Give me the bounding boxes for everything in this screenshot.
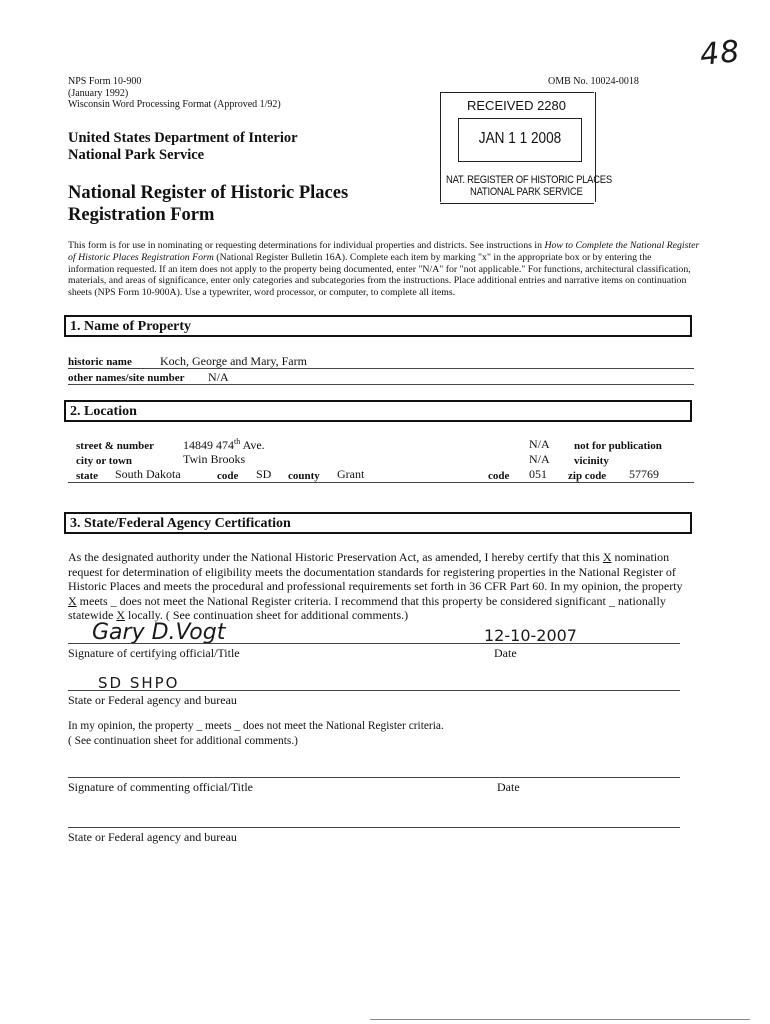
- form-title-line2: Registration Form: [68, 205, 215, 225]
- stamp-date: JAN 1 1 2008: [478, 130, 562, 147]
- commenting-signature-label: Signature of commenting official/Title: [68, 780, 253, 794]
- certifying-signature: Gary D.Vogt: [92, 620, 226, 645]
- commenting-signature-rule: [68, 777, 680, 778]
- stamp-service-line: NATIONAL PARK SERVICE: [470, 186, 583, 198]
- state-code-value: SD: [256, 467, 272, 481]
- bureau2-rule: [68, 827, 680, 828]
- form-format: Wisconsin Word Processing Format (Approved 1/92): [68, 99, 281, 110]
- section-3-title: 3. State/Federal Agency Certification: [70, 516, 291, 531]
- bureau-rule: [68, 690, 680, 691]
- street-label: street & number: [76, 440, 154, 452]
- historic-name-value: Koch, George and Mary, Farm: [160, 354, 307, 368]
- page-bottom-rule: [370, 1019, 750, 1020]
- vicinity-label: vicinity: [574, 455, 609, 467]
- agency: [68, 130, 298, 164]
- form-date: (January 1992): [68, 87, 129, 99]
- other-names-row: [68, 370, 229, 385]
- bureau-handwritten: SD SHPO: [98, 674, 180, 692]
- stamp-date-box: [458, 118, 582, 162]
- intro-part2: (National Register Bulletin 16A). Complete each item by marking "x" in the appropriate box or by entering the information requested. If an item does not apply to the property being documented, enter "N/A" for "not applicable." For functions, architectural classification, materials, and areas of significance, enter only categories and subcategories from the instructions. Place additional entries and narrative items on continuation sheets (NPS Form 10-900A). Use a typewriter, word processor, or computer, to complete all items.: [68, 251, 691, 299]
- street-value: 14849 474th Ave.: [183, 437, 265, 452]
- other-names-label: other names/site number: [68, 372, 185, 384]
- section-2-heading: [64, 400, 692, 422]
- checked-nomination-mark: X: [602, 550, 612, 564]
- location-rule: [68, 482, 694, 483]
- certifying-date-handwritten: 12-10-2007: [484, 626, 577, 645]
- omb-number: OMB No. 10024-0018: [548, 76, 639, 87]
- agency-line1: United States Department of Interior: [68, 130, 298, 146]
- zip-value: 57769: [629, 467, 659, 481]
- form-meta: [68, 76, 281, 111]
- other-names-rule: [68, 384, 694, 385]
- state-value: South Dakota: [115, 467, 181, 481]
- other-names-value: N/A: [208, 370, 229, 384]
- city-na: N/A: [529, 452, 550, 466]
- intro-paragraph: [68, 240, 700, 299]
- state-label: state: [76, 470, 98, 482]
- bureau2-label: State or Federal agency and bureau: [68, 830, 237, 844]
- section-3-heading: [64, 512, 692, 534]
- agency-line2: National Park Service: [68, 147, 205, 163]
- street-na: N/A: [529, 437, 550, 451]
- county-label: county: [288, 470, 320, 482]
- stamp-received-text: RECEIVED 2280: [467, 98, 566, 113]
- stamp-border-bottom: [440, 203, 594, 204]
- opinion-line1: In my opinion, the property _ meets _ does not meet the National Register criteria.: [68, 720, 444, 732]
- state-code-label: code: [217, 470, 239, 482]
- opinion-paragraph: [68, 719, 688, 748]
- handwritten-page-number: 48: [698, 33, 742, 74]
- county-value: Grant: [337, 467, 365, 481]
- bureau-label: State or Federal agency and bureau: [68, 693, 237, 707]
- zip-label: zip code: [568, 470, 607, 482]
- section-1-title: 1. Name of Property: [70, 319, 192, 334]
- signature-rule: [68, 643, 680, 644]
- opinion-line2: ( See continuation sheet for additional comments.): [68, 734, 298, 747]
- stamp-border-left: [440, 92, 441, 202]
- checked-locally-mark: X: [116, 608, 125, 622]
- not-for-publication-label: not for publication: [574, 440, 662, 452]
- county-code-value: 051: [529, 467, 547, 481]
- stamp-border-top: [440, 92, 594, 93]
- form-number: NPS Form 10-900: [68, 76, 142, 87]
- form-title: [68, 182, 348, 226]
- section-2-title: 2. Location: [70, 404, 137, 419]
- intro-part1: This form is for use in nominating or requesting determinations for individual properties and districts. See instructions in: [68, 240, 545, 251]
- historic-name-label: historic name: [68, 356, 132, 368]
- city-label: city or town: [76, 455, 133, 467]
- historic-name-row: [68, 354, 307, 369]
- section-1-heading: [64, 315, 692, 337]
- historic-name-rule: [68, 368, 694, 369]
- intro-bulletin-title: How to Complete the National Register of Historic Places Registration Form: [68, 240, 700, 263]
- certification-paragraph: As the designated authority under the National Historic Preservation Act, as amended, I hereby certify that this X nomination request for determination of eligibility meets the documentation standards for registering properties in the National Register of Historic Places and meets the procedural and professional requirements set forth in 36 CFR Part 60. In my opinion, the property X meets _ does not meet the National Register criteria. I recommend that this property be considered significant _ nationally statewide X locally. ( See continuation sheet for additional comments.): [68, 550, 683, 622]
- received-stamp: [440, 92, 612, 204]
- county-code-label: code: [488, 470, 510, 482]
- checked-meets-mark: X: [68, 593, 77, 608]
- stamp-register-line: NAT. REGISTER OF HISTORIC PLACES: [446, 174, 612, 186]
- city-value: Twin Brooks: [183, 452, 246, 466]
- date-label: Date: [494, 646, 517, 660]
- form-title-line1: National Register of Historic Places: [68, 183, 349, 203]
- commenting-date-label: Date: [497, 780, 520, 794]
- signature-label: Signature of certifying official/Title: [68, 646, 240, 660]
